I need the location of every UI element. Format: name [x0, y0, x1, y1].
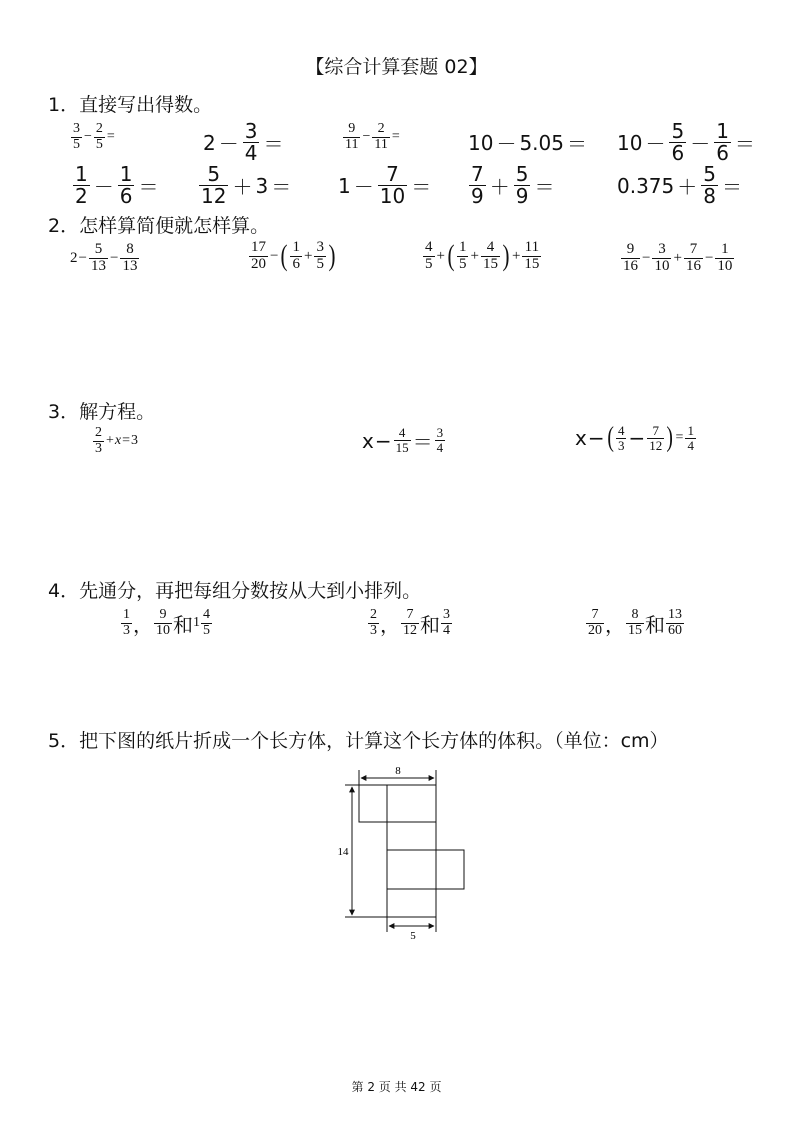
- fraction-group-2: $\frac{2}{3}$ ， $\frac{7}{12}$ 和 $\frac{3}{4}$: [370, 607, 450, 638]
- problem-1-8: 1 － $\frac{7}{10}$ ＝: [338, 162, 432, 208]
- problem-1-5: 10 － $\frac{5}{6}$ － $\frac{1}{6}$ ＝: [617, 119, 755, 165]
- problem-1-9: $\frac{7}{9}$ ＋ $\frac{5}{9}$ ＝: [471, 162, 555, 208]
- net-main-column: [387, 785, 436, 917]
- page-title: 【综合计算套题 02】: [305, 56, 488, 78]
- page-footer: 第 2 页 共 42 页: [351, 1080, 442, 1094]
- section-5-heading: 5．把下图的纸片折成一个长方体，计算这个长方体的体积。（单位：cm）: [48, 730, 669, 752]
- problem-1-3: $\frac{9}{11}$ − $\frac{2}{11}$ =: [345, 121, 400, 152]
- problem-1-2: 2 － $\frac{3}{4}$ ＝: [203, 119, 284, 165]
- fraction-group-1: $\frac{1}{3}$ ， $\frac{9}{10}$ 和 1 $\frac{4}{5}$: [123, 607, 210, 638]
- section-3-heading: 3．解方程。: [48, 401, 156, 423]
- problem-1-10: 0.375 ＋ $\frac{5}{8}$ ＝: [617, 162, 742, 208]
- section-2-heading: 2．怎样算简便就怎样算。: [48, 215, 270, 237]
- section-4-heading: 4．先通分，再把每组分数按从大到小排列。: [48, 580, 422, 602]
- equation-3-1: $\frac{2}{3}$ + x = 3: [95, 425, 139, 456]
- problem-1-1: $\frac{3}{5}$ − $\frac{2}{5}$ =: [73, 121, 115, 152]
- cuboid-net-diagram: [330, 760, 480, 950]
- dimension-label-left: 14: [337, 846, 349, 858]
- problem-1-6: $\frac{1}{2}$ － $\frac{1}{6}$ ＝: [75, 162, 159, 208]
- net-left-flap: [359, 785, 387, 822]
- equation-3-3: x − ( $\frac{4}{3}$ − $\frac{7}{12}$ ) = $\frac{1}{4}$: [575, 422, 694, 454]
- problem-2-3: $\frac{4}{5}$ + ( $\frac{1}{5}$ + $\frac{4}{15}$ ) + $\frac{11}{15}$: [425, 239, 540, 273]
- problem-1-7: $\frac{5}{12}$ ＋ 3 ＝: [201, 162, 292, 208]
- equation-3-2: x − $\frac{4}{15}$ ＝ $\frac{3}{4}$: [362, 425, 444, 455]
- problem-2-1: 2 − $\frac{5}{13}$ − $\frac{8}{13}$: [70, 241, 138, 274]
- dimension-label-top: 8: [395, 765, 401, 777]
- net-right-flap: [436, 850, 464, 889]
- fraction-group-3: $\frac{7}{20}$ ， $\frac{8}{15}$ 和 $\frac{13}{60}$: [588, 607, 682, 638]
- section-1-heading: 1．直接写出得数。: [48, 94, 213, 116]
- dimension-label-bottom: 5: [410, 930, 416, 942]
- problem-1-4: 10 － 5.05 ＝: [468, 130, 587, 156]
- problem-2-2: $\frac{17}{20}$ − ( $\frac{1}{6}$ + $\frac{3}{5}$ ): [251, 239, 336, 273]
- problem-2-4: $\frac{9}{16}$ − $\frac{3}{10}$ + $\frac{7}{16}$ − $\frac{1}{10}$: [623, 241, 733, 274]
